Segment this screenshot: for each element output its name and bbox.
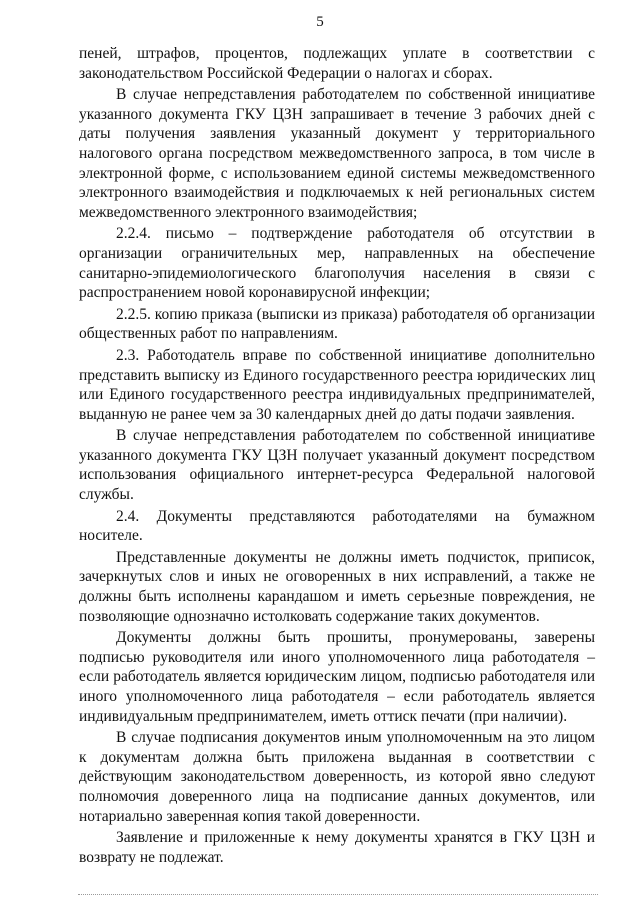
bottom-scan-edge (78, 894, 598, 895)
page-number: 5 (316, 14, 324, 30)
paragraph-2-2-5: 2.2.5. копию приказа (выписки из приказа) работодателя об организации общественных работ по направлениям. (79, 305, 596, 343)
paragraph-document-binding: Документы должны быть прошиты, пронумерованы, заверены подписью руководителя или иного уполномоченного лица работодателя – если работодатель является юридическим лицом, подписью работодателя или иного уполномоченного лица работодателя – если работодатель является индивидуальным предпринимателем, иметь оттиск печати (при наличии). (79, 629, 595, 725)
paragraph-2-3: 2.3. Работодатель вправе по собственной инициативе дополнительно представить выписку из Единого государственного реестра юридических лиц или Единого государственного реестра индивидуальных предпринимателей, выданную не ранее чем за 30 календарных дней до даты подачи заявления. (79, 346, 595, 423)
paragraph-storage: Заявление и приложенные к нему документы хранятся в ГКУ ЦЗН и возврату не подлежат. (79, 829, 595, 866)
paragraph-document-condition: Представленные документы не должны иметь подчисток, приписок, зачеркнутых слов и иных не оговоренных в них исправлений, а также не должны быть исполнены карандашом и иметь серьезные повреждения, не позволяющие однозначно истолковать содержание таких документов. (79, 548, 595, 625)
document-body (79, 44, 595, 867)
paragraph-tax-request: В случае непредставления работодателем по собственной инициативе указанного документа ГКУ ЦЗН запрашивает в течение 3 рабочих дней с даты получения заявления указанный документ у территориального налогового органа посредством межведомственного запроса, в том числе в электронной форме, с использованием единой системы межведомственного электронного взаимодействия и подключаемых к ней региональных систем межведомственного электронного взаимодействия; (79, 86, 595, 221)
paragraph-registry-request: В случае непредставления работодателем по собственной инициативе указанного документа ГКУ ЦЗН получает указанный документ посредством использования официального интернет-ресурса Федеральной налоговой службы. (79, 427, 595, 504)
paragraph-penalties-continuation: пеней, штрафов, процентов, подлежащих уплате в соответствии с законодательством Российской Федерации о налогах и сборах. (79, 45, 595, 82)
paragraph-2-4: 2.4. Документы представляются работодателями на бумажном носителе. (79, 507, 595, 545)
paragraph-power-of-attorney: В случае подписания документов иным уполномоченным на это лицом к документам должна быть приложена выданная в соответствии с действующим законодательством доверенность, из которой явно следуют полномочия доверенного лица на подписание данных документов, или нотариально заверенная копия такой доверенности. (79, 729, 595, 825)
paragraph-2-2-4: 2.2.4. письмо – подтверждение работодателя об отсутствии в организации ограничительных мер, направленных на обеспечение санитарно-эпидемиологического благополучия населения в связи с распространением новой коронавирусной инфекции; (79, 225, 595, 302)
